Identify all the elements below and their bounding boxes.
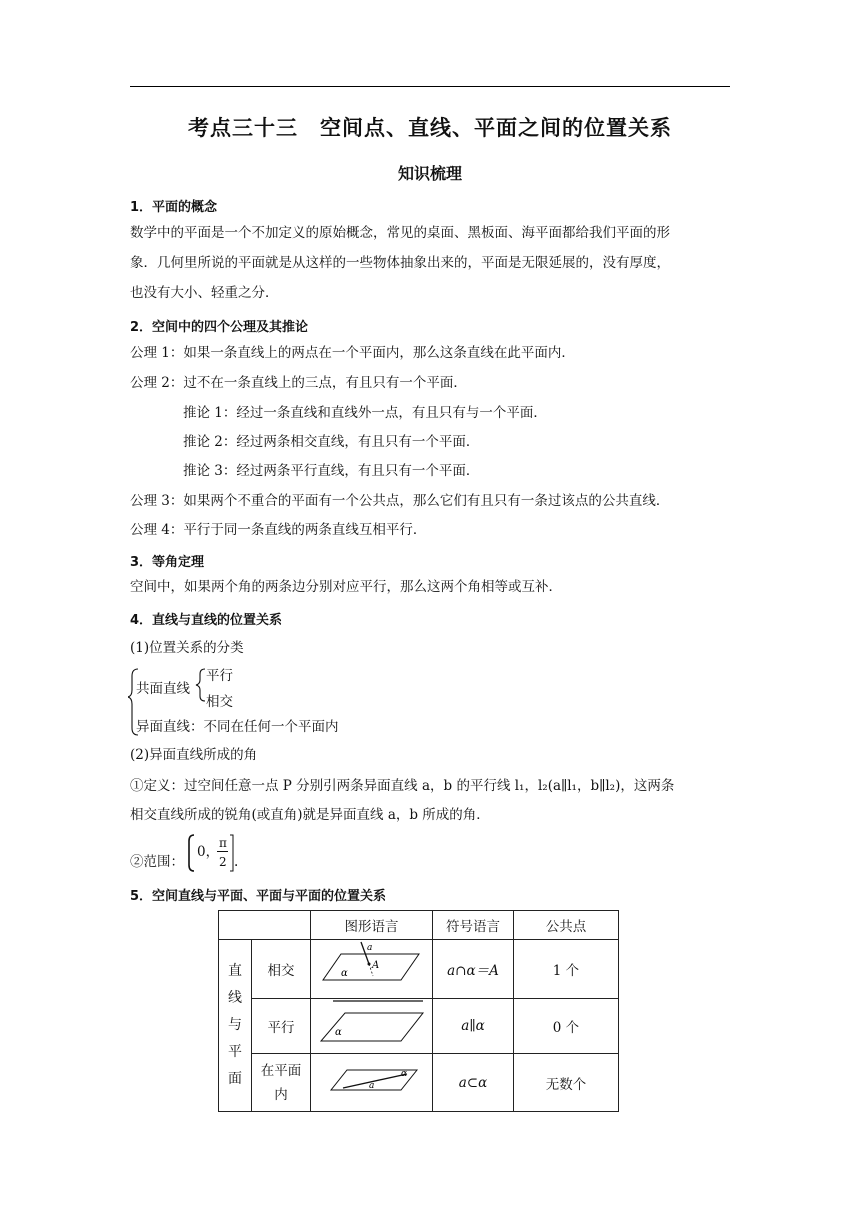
group-label-char: 与 (228, 1017, 242, 1033)
group-label-char: 线 (228, 990, 242, 1006)
row-name-in-plane-line1: 在平面 (260, 1062, 302, 1079)
sec4-sub2: (2)异面直线所成的角 (130, 747, 258, 763)
symbol-intersect (433, 940, 514, 999)
fig-label-alpha: α (340, 968, 348, 979)
definition-line-1: ①定义：过空间任意一点 P 分别引两条异面直线 a，b 的平行线 l₁，l₂(a∥l₁，b∥l₂)，这两条 (130, 778, 675, 794)
range-pi: π (219, 836, 227, 850)
symbol-parallel-text: a∥α (461, 1018, 485, 1034)
figure-intersect (311, 940, 433, 999)
header-points: 公共点 (514, 911, 619, 940)
range-label: ②范围： (130, 854, 184, 870)
figure-parallel (311, 999, 433, 1054)
table-row (219, 940, 619, 999)
axiom-4: 公理 4：平行于同一条直线的两条直线互相平行． (130, 522, 427, 538)
sec4-sub1: (1)位置关系的分类 (130, 640, 244, 656)
row-name-in-plane-line2: 内 (274, 1086, 288, 1103)
header-symbol: 符号语言 (433, 911, 514, 940)
axiom-1: 公理 1：如果一条直线上的两点在一个平面内，那么这条直线在此平面内． (130, 345, 575, 361)
group-label-char: 平 (228, 1044, 242, 1060)
fig-label-a: a (366, 943, 372, 953)
sec3-heading: 3．等角定理 (130, 555, 205, 570)
fraction-bar (217, 851, 228, 852)
section-subtitle: 知识梳理 (397, 164, 462, 183)
figure-in-plane (311, 1054, 433, 1112)
corollary-2: 推论 2：经过两条相交直线，有且只有一个平面． (183, 434, 480, 450)
points-intersect: 1 个 (514, 940, 619, 999)
group-label-char: 面 (228, 1071, 242, 1087)
table-header-row (219, 911, 619, 940)
row-name-in-plane (252, 1054, 311, 1112)
sec1-line-2: 象．几何里所说的平面就是从这样的一些物体抽象出来的，平面是无限延展的，没有厚度， (130, 255, 670, 271)
symbol-in-plane-text: a⊂α (458, 1074, 488, 1091)
row-name-intersect: 相交 (252, 940, 311, 999)
fig-label-alpha: α (334, 1027, 342, 1038)
symbol-in-plane (433, 1054, 514, 1112)
range-zero: 0， (197, 844, 220, 860)
in-plane-figure (313, 1056, 431, 1106)
sec4-heading: 4．直线与直线的位置关系 (130, 613, 283, 628)
range-left-bracket (187, 833, 195, 873)
table-row (219, 999, 619, 1054)
axiom-3: 公理 3：如果两个不重合的平面有一个公共点，那么它们有且只有一条过该点的公共直线． (130, 493, 670, 509)
symbol-intersect-text: a∩α＝A (447, 963, 499, 979)
group-label-cell (219, 940, 252, 1112)
table-corner-cell (219, 911, 311, 940)
parallel-figure (313, 999, 431, 1049)
intersect-label: 相交 (206, 694, 233, 710)
table-row (219, 1054, 619, 1112)
intersect-figure (313, 940, 431, 994)
axiom-2: 公理 2：过不在一条直线上的三点，有且只有一个平面． (130, 375, 467, 391)
fig-label-alpha: α (400, 1068, 407, 1079)
sec1-line-1: 数学中的平面是一个不加定义的原始概念，常见的桌面、黑板面、海平面都给我们平面的形 (130, 225, 670, 241)
sec1-heading: 1．平面的概念 (130, 200, 218, 215)
sec5-heading: 5．空间直线与平面、平面与平面的位置关系 (130, 889, 387, 904)
line-plane-relation-table (218, 910, 619, 1112)
points-parallel: 0 个 (514, 999, 619, 1054)
row-name-parallel: 平行 (252, 999, 311, 1054)
fig-label-A: A (371, 960, 379, 971)
sec2-heading: 2．空间中的四个公理及其推论 (130, 320, 309, 335)
sec1-line-3: 也没有大小、轻重之分． (130, 285, 279, 301)
fig-label-a: a (368, 1080, 374, 1091)
range-end: . (234, 854, 239, 870)
page-title: 考点三十三 空间点、直线、平面之间的位置关系 (188, 116, 672, 140)
coplanar-label: 共面直线 (136, 681, 190, 697)
header-rule (130, 86, 730, 87)
range-two: 2 (219, 855, 227, 869)
group-label-char: 直 (228, 963, 242, 979)
header-figure: 图形语言 (311, 911, 433, 940)
points-in-plane: 无数个 (514, 1054, 619, 1112)
parallel-label: 平行 (206, 668, 233, 684)
corollary-1: 推论 1：经过一条直线和直线外一点，有且只有与一个平面． (183, 405, 547, 421)
sec3-text: 空间中，如果两个角的两条边分别对应平行，那么这两个角相等或互补． (130, 579, 562, 595)
definition-line-2: 相交直线所成的锐角(或直角)就是异面直线 a，b 所成的角． (130, 807, 490, 823)
skew-label: 异面直线：不同在任何一个平面内 (136, 719, 339, 735)
corollary-3: 推论 3：经过两条平行直线，有且只有一个平面． (183, 463, 480, 479)
symbol-parallel (433, 999, 514, 1054)
